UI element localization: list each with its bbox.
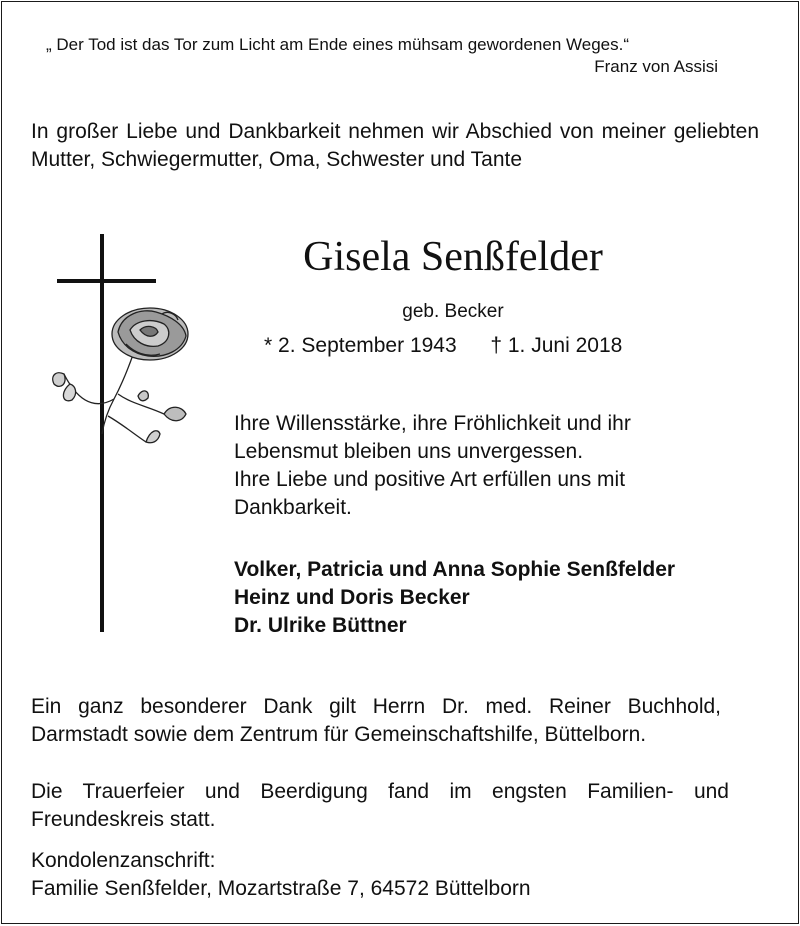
mourner: Volker, Patricia und Anna Sophie Senßfelder: [234, 558, 676, 581]
memorial-text: [234, 410, 704, 522]
death-symbol: †: [490, 334, 503, 357]
obituary-notice: [1, 1, 799, 924]
mourner: Heinz und Doris Becker: [234, 586, 470, 609]
epigraph-text: „ Der Tod ist das Tor zum Licht am Ende eines mühsam gewordenen Weges.“: [46, 35, 630, 54]
memorial-line: Ihre Willensstärke, ihre Fröhlichkeit und ihr: [234, 412, 631, 435]
memorial-line: Lebensmut bleiben uns unvergessen.: [234, 440, 584, 463]
thanks-text: Ein ganz besonderer Dank gilt Herrn Dr. med. Reiner Buchhold, Darmstadt sowie dem Zentrum für Gemeinschaftshilfe, Büttelborn.: [31, 695, 721, 746]
cross-and-rose-icon: [42, 234, 202, 634]
rose-icon: [53, 308, 188, 443]
life-dates: [264, 332, 684, 360]
memorial-line: Dankbarkeit.: [234, 496, 352, 519]
mourners-list: [234, 556, 754, 640]
condolence-address-line: Familie Senßfelder, Mozartstraße 7, 64572 Büttelborn: [31, 877, 531, 900]
birth-name: geb. Becker: [402, 301, 504, 322]
memorial-line: Ihre Liebe und positive Art erfüllen uns mit: [234, 468, 626, 491]
epigraph-author: Franz von Assisi: [594, 57, 718, 76]
birth-date: 2. September 1943: [278, 334, 457, 357]
condolence-label: Kondolenzanschrift:: [31, 849, 216, 872]
condolence-address: [31, 847, 731, 903]
mourner: Dr. Ulrike Büttner: [234, 614, 407, 637]
birth-symbol: *: [264, 334, 273, 357]
deceased-name: Gisela Senßfelder: [303, 234, 603, 280]
cross-icon: [57, 234, 156, 632]
death-date: 1. Juni 2018: [507, 334, 623, 357]
intro-text: In großer Liebe und Dankbarkeit nehmen wir Abschied von meiner geliebten Mutter, Schwiegermutter, Oma, Schwester und Tante: [31, 120, 759, 171]
funeral-text: Die Trauerfeier und Beerdigung fand im engsten Familien- und Freundeskreis statt.: [31, 780, 729, 831]
epigraph: [46, 34, 718, 78]
